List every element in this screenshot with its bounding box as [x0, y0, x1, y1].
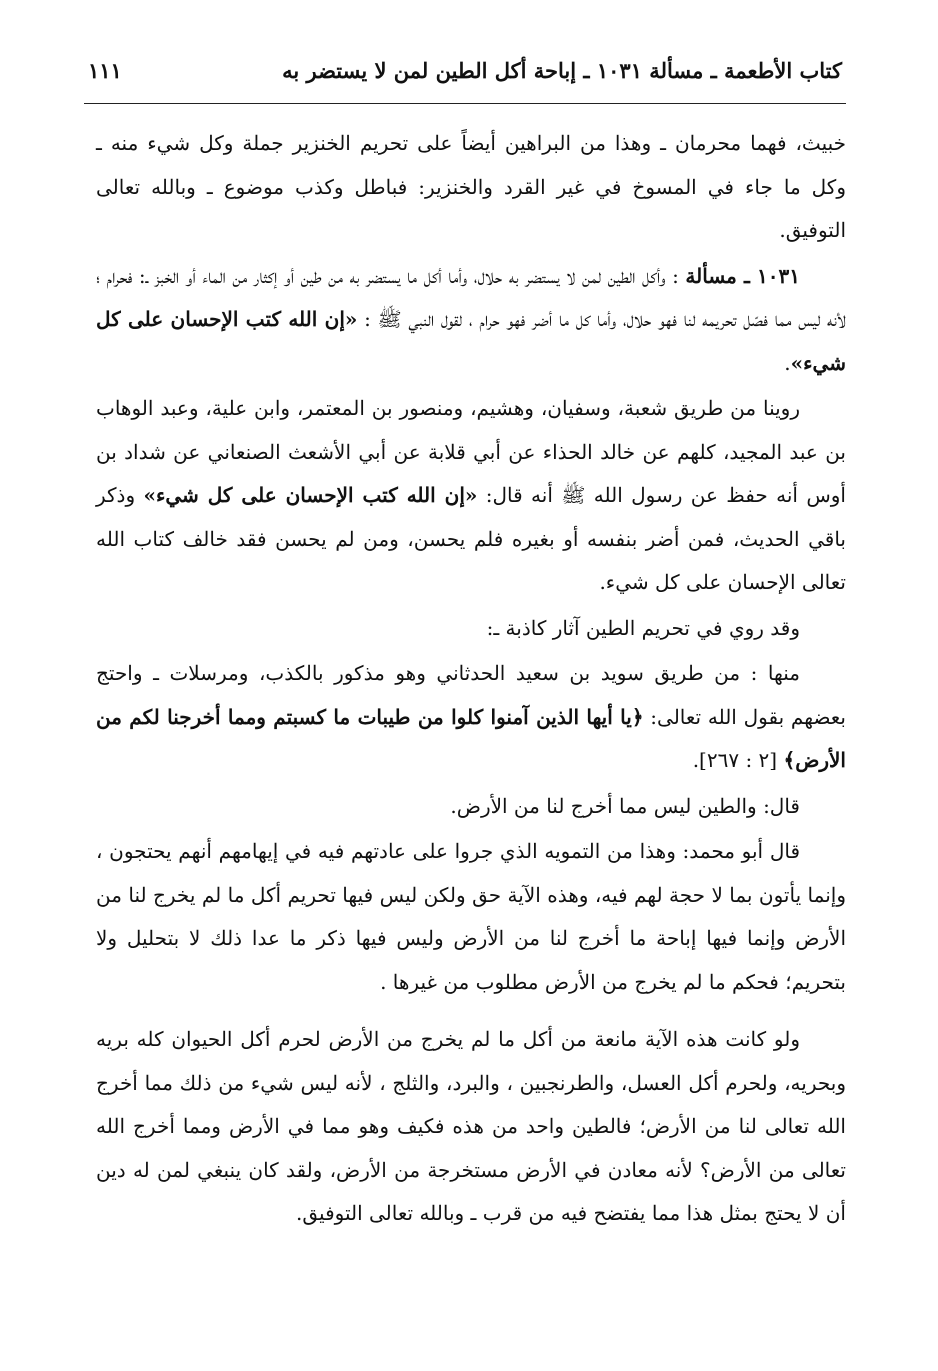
- page-number: ١١١: [88, 58, 122, 83]
- text-segment: قال أبو محمد: وهذا من التمويه الذي جروا على عادتهم فيه في إيهامهم أنهم يحتجون ، وإنما يأتون بما لا حجة لهم فيه، وهذه الآية حق ولكن ليس فيها تحريم أكل ما لم يخرج لنا من الأرض وإنما فيها إباحة ما أخرج لنا من الأرض وليس فيها ذكر ما عدا ذلك لا بتحليل ولا بتحريم؛ فحكم ما لم يخرج من الأرض مطلوب من غيرها .: [96, 839, 846, 994]
- text-segment: .: [784, 350, 791, 375]
- running-header: [88, 52, 842, 92]
- header-rule: [84, 103, 846, 104]
- paragraph: [96, 652, 846, 783]
- text-segment: روينا من طريق شعبة، وسفيان، وهشيم، ومنصور بن المعتمر، وابن علية، وعبد الوهاب بن عبد المجيد، كلهم عن خالد الحذاء عن أبي قلابة عن أبي الأشعث الصنعاني عن شداد بن أوس أنه حفظ عن رسول الله ﷺ أنه قال:: [96, 396, 846, 507]
- paragraph: [96, 830, 846, 1004]
- text-segment: [٢ : ٢٦٧].: [692, 748, 784, 772]
- text-segment: : وأكل الطين لمن لا يستضر به حلال، وأما أكل ما يستضر به من طين أو إكثار من الماء أو الخبز ـ: فحرام ؛ لأنه ليس مما فصّل تحريمه لنا فهو حلال، وأما كل ما أضر فهو حرام ، لقول النبي ﷺ :: [96, 263, 847, 331]
- paragraph: [96, 255, 846, 386]
- bold-text-segment: ﴿يا أيها الذين آمنوا كلوا من طيبات ما كسبتم ومما أخرجنا لكم من الأرض﴾: [96, 704, 846, 772]
- running-title: كتاب الأطعمة ـ مسألة ١٠٣١ ـ إباحة أكل الطين لمن لا يستضر به: [282, 58, 842, 83]
- text-segment: وقد روي في تحريم الطين آثار كاذبة ـ:: [486, 615, 800, 640]
- text-segment: خبيث، فهما محرمان ـ وهذا من البراهين أيضاً على تحريم الخنزير جملة وكل شيء منه ـ وكل ما جاء في المسوخ في غير القرد والخنزير: فباطل وكذب موضوع ـ وبالله تعالى التوفيق.: [96, 131, 846, 242]
- paragraph: [96, 387, 846, 605]
- paragraph: [96, 1018, 846, 1236]
- text-segment: قال: والطين ليس مما أخرج لنا من الأرض.: [450, 793, 800, 818]
- paragraph: [96, 785, 846, 829]
- text-segment: منها : من طريق سويد بن سعيد الحدثاني وهو مذكور بالكذب، ومرسلات ـ واحتج بعضهم بقول الله تعالى:: [96, 661, 846, 729]
- paragraph: [96, 122, 846, 253]
- bold-text-segment: ١٠٣١ ـ مسألة: [685, 263, 801, 288]
- body-text: [96, 122, 846, 1238]
- text-segment: وذكر باقي الحديث، فمن أضر بنفسه أو بغيره فلم يحسن، ومن لم يحسن فقد خالف كتاب الله تعالى الإحسان على كل شيء.: [96, 483, 846, 594]
- text-segment: ولو كانت هذه الآية مانعة من أكل ما لم يخرج من الأرض لحرم أكل الحيوان كله بريه وبحريه، ولحرم أكل العسل، والطرنجبين ، والبرد، والثلج ، لأنه ليس شيء من ذلك مما أخرج الله تعالى لنا من الأرض؛ فالطين واحد من هذه فكيف وهو مما في الأرض ومما أخرج الله تعالى من الأرض؟ لأنه معادن في الأرض مستخرجة من الأرض، ولقد كان ينبغي لمن له دين أن لا يحتج بمثل هذا مما يفتضح فيه من قرب ـ وبالله تعالى التوفيق.: [96, 1027, 846, 1225]
- bold-text-segment: «إن الله كتب الإحسان على كل شيء»: [143, 483, 478, 507]
- bold-text-segment: «إن الله كتب الإحسان على كل شيء»: [96, 307, 846, 375]
- paragraph: [96, 607, 846, 651]
